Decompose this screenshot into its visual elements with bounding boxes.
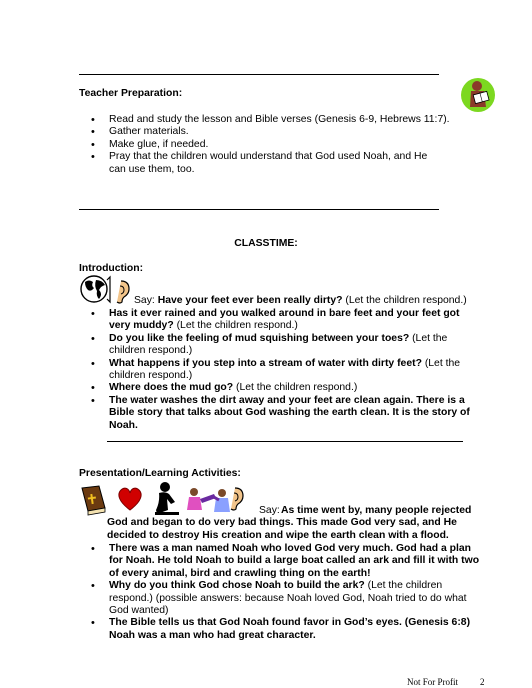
item-bold: The Bible tells us that God Noah found favor in God’s eyes. (Genesis 6:8) Noah was a man who had great character. [109, 617, 471, 641]
page-number: 2 [480, 677, 485, 687]
classtime-title: CLASSTIME: [234, 238, 298, 249]
say-label: Say: [259, 505, 280, 516]
say-response-note: (Let the children respond.) [345, 295, 467, 306]
item-note: (Let the children respond.) [109, 357, 461, 382]
list-item [88, 580, 481, 617]
list-item [88, 617, 481, 642]
item-bold: What happens if you step into a stream of water with dirty feet? [109, 357, 422, 369]
say-text: As time went by, many people rejected God and began to do very bad things. This made God very sad, and He decided to destroy His creation and wipe the earth clean with a flood. [107, 505, 472, 541]
list-item [88, 333, 476, 358]
bible-icon [79, 484, 107, 516]
item-bold: There was a man named Noah who loved God very much. God had a plan for Noah. He told Noah to build a large boat called an ark and fill it with two of every animal, bird and crawling thing on the earth! [109, 543, 480, 579]
teacher-prep-list [88, 114, 460, 176]
section-rule [79, 209, 439, 210]
introduction-heading: Introduction: [79, 263, 144, 274]
introduction-list [88, 308, 476, 432]
item-note: (Let the children respond.) [236, 382, 358, 394]
item-bold: Why do you think God chose Noah to build the ark? [109, 580, 365, 592]
list-item [88, 308, 476, 333]
list-item: • Read and study the lesson and Bible verses (Genesis 6-9, Hebrews 11:7). [88, 114, 460, 126]
list-item [88, 358, 476, 383]
item-bold: Do you like the feeling of mud squishing between your toes? [109, 332, 410, 344]
list-item [88, 543, 481, 580]
list-item [88, 395, 476, 432]
section-rule [107, 441, 463, 442]
item-note: (Let the children respond.) [176, 320, 298, 332]
list-item: • Make glue, if needed. [88, 139, 460, 151]
list-item: • Pray that the children would understand that God used Noah, and He can use them, too. [88, 151, 444, 176]
say-question: Have your feet ever been really dirty? [157, 295, 343, 306]
ear-icon [112, 280, 130, 304]
presentation-list [88, 543, 481, 642]
globe-icon [79, 274, 111, 304]
item-bold: Where does the mud go? [109, 382, 234, 394]
item-bold: The water washes the dirt away and your feet are clean again. There is a Bible story that talks about God washing the earth clean. It is the story of Noah. [109, 394, 470, 431]
intro-say-line [134, 295, 514, 307]
say-label: Say: [134, 295, 155, 306]
item-bold: Has it ever rained and you walked around in bare feet and your feet got very muddy? [109, 308, 460, 332]
footer-note: Not For Profit [407, 677, 459, 687]
top-rule [79, 74, 439, 75]
list-item [88, 382, 476, 394]
teacher-prep-heading: Teacher Preparation: [79, 88, 183, 99]
item-note: (Let the children respond.) [109, 332, 448, 357]
teacher-reading-icon [460, 77, 496, 113]
item-note: (Let the children respond.) (possible answers: because Noah loved God, Noah tried to do what God wanted) [109, 580, 467, 617]
presentation-heading: Presentation/Learning Activities: [79, 468, 241, 479]
presentation-say-text [107, 505, 481, 542]
list-item: • Gather materials. [88, 126, 460, 138]
